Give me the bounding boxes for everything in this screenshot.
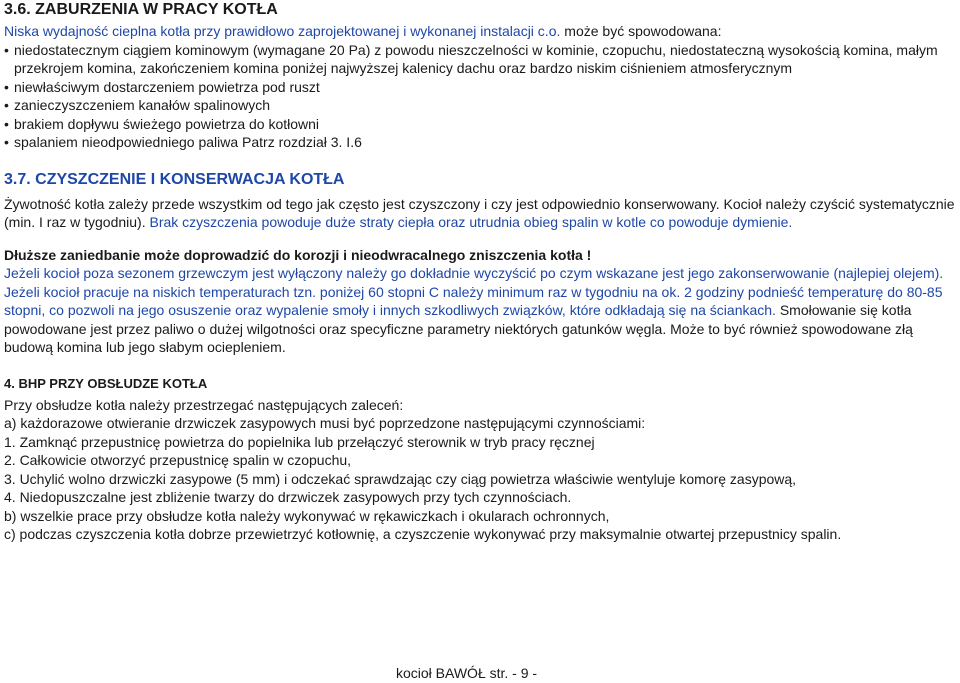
warning-text: Dłuższe zaniedbanie może doprowadzić do korozji i nieodwracalnego zniszczenia kotła ! [4, 246, 592, 263]
step-1: 1. Zamknąć przepustnicę powietrza do popielnika lub przełączyć sterownik w tryb pracy ręcznej [4, 433, 595, 450]
para1-text: Żywotność kotła zależy przede wszystkim od tego jak często jest czyszczony i czy jest odpowiednio konserwowany. Kocioł należy czyścić systematycznie (min. I raz w tygodniu). [4, 195, 955, 230]
para2-text-blue: Jeżeli kocioł poza sezonem grzewczym jest wyłączony należy go dokładnie wyczyścić po czym wskazane jest jego zakonserwowanie (najlepiej olejem). Jeżeli kocioł pracuje na niskich temperaturach tzn. poniżej 60 stopni C należy minimum raz w tygodniu na ok. 2 godziny podnieść temperaturę do 80-85 stopni, co pozwoli na jego osuszenie oraz wypalenie smoły i innych szkodliwych związków, które odkładają się na ściankach. [4, 265, 944, 318]
list-item: • spalaniem nieodpowiedniego paliwa Patrz rozdział 3. I.6 [4, 133, 956, 152]
section-4-heading: 4. BHP PRZY OBSŁUDZE KOTŁA [4, 375, 208, 391]
list-item: • niewłaściwym dostarczeniem powietrza pod ruszt [4, 78, 956, 97]
intro-text-blue: Niska wydajność cieplna kotła przy prawidłowo zaprojektowanej i wykonanej instalacji c.o. [4, 23, 561, 39]
step-3: 3. Uchylić wolno drzwiczki zasypowe (5 mm) i odczekać sprawdzając czy ciąg powietrza właściwie wentyluje komorę zasypową, [4, 470, 797, 487]
list-item: • zanieczyszczeniem kanałów spalinowych [4, 96, 956, 115]
list-item: • brakiem dopływu świeżego powietrza do kotłowni [4, 115, 956, 134]
section-3-7-paragraph-1 [4, 195, 956, 232]
section-3-7-paragraph-2 [4, 264, 956, 357]
rule-c: c) podczas czyszczenia kotła dobrze przewietrzyć kotłownię, a czyszczenie wykonywać przy maksymalnie otwartej przepustnicy spalin. [4, 526, 842, 542]
section-4-intro: Przy obsłudze kotła należy przestrzegać następujących zaleceń: [4, 396, 404, 413]
para1-text-blue: Brak czyszczenia powoduje duże straty ciepła oraz utrudnia obieg spalin w kotle co powoduje dymienie. [145, 214, 793, 230]
section-3-6-intro [4, 22, 956, 41]
step-2: 2. Całkowicie otworzyć przepustnicę spalin w czopuchu, [4, 452, 352, 468]
page-footer: kocioł BAWÓŁ str. - 9 - [396, 665, 538, 681]
list-item: • niedostatecznym ciągiem kominowym (wymagane 20 Pa) z powodu nieszczelności w kominie, czopuchu, niedostateczną wysokością komina, małym przekrojem komina, zakończeniem komina poniżej najwyższej kalenicy dachu oraz bardzo niskim ciśnieniem atmosferycznym [4, 41, 956, 78]
rule-a: a) każdorazowe otwieranie drzwiczek zasypowych musi być poprzedzone następującymi czynnościami: [4, 415, 646, 431]
section-3-6-heading: 3.6. ZABURZENIA W PRACY KOTŁA [4, 1, 278, 18]
section-3-7-heading: 3.7. CZYSZCZENIE I KONSERWACJA KOTŁA [4, 170, 345, 188]
causes-list [4, 41, 956, 152]
intro-text: może być spowodowana: [560, 23, 722, 39]
step-4: 4. Niedopuszczalne jest zbliżenie twarzy do drzwiczek zasypowych przy tych czynnościach. [4, 489, 572, 505]
para2-text: Smołowanie się kotła powodowane jest przez paliwo o dużej wilgotności oraz specyficzne parametry niektórych gatunków węgla. Może to być również spowodowane złą budową komina lub jego słabym ociepleniem. [4, 302, 913, 355]
rule-b: b) wszelkie prace przy obsłudze kotła należy wykonywać w rękawiczkach i okularach ochronnych, [4, 507, 610, 524]
